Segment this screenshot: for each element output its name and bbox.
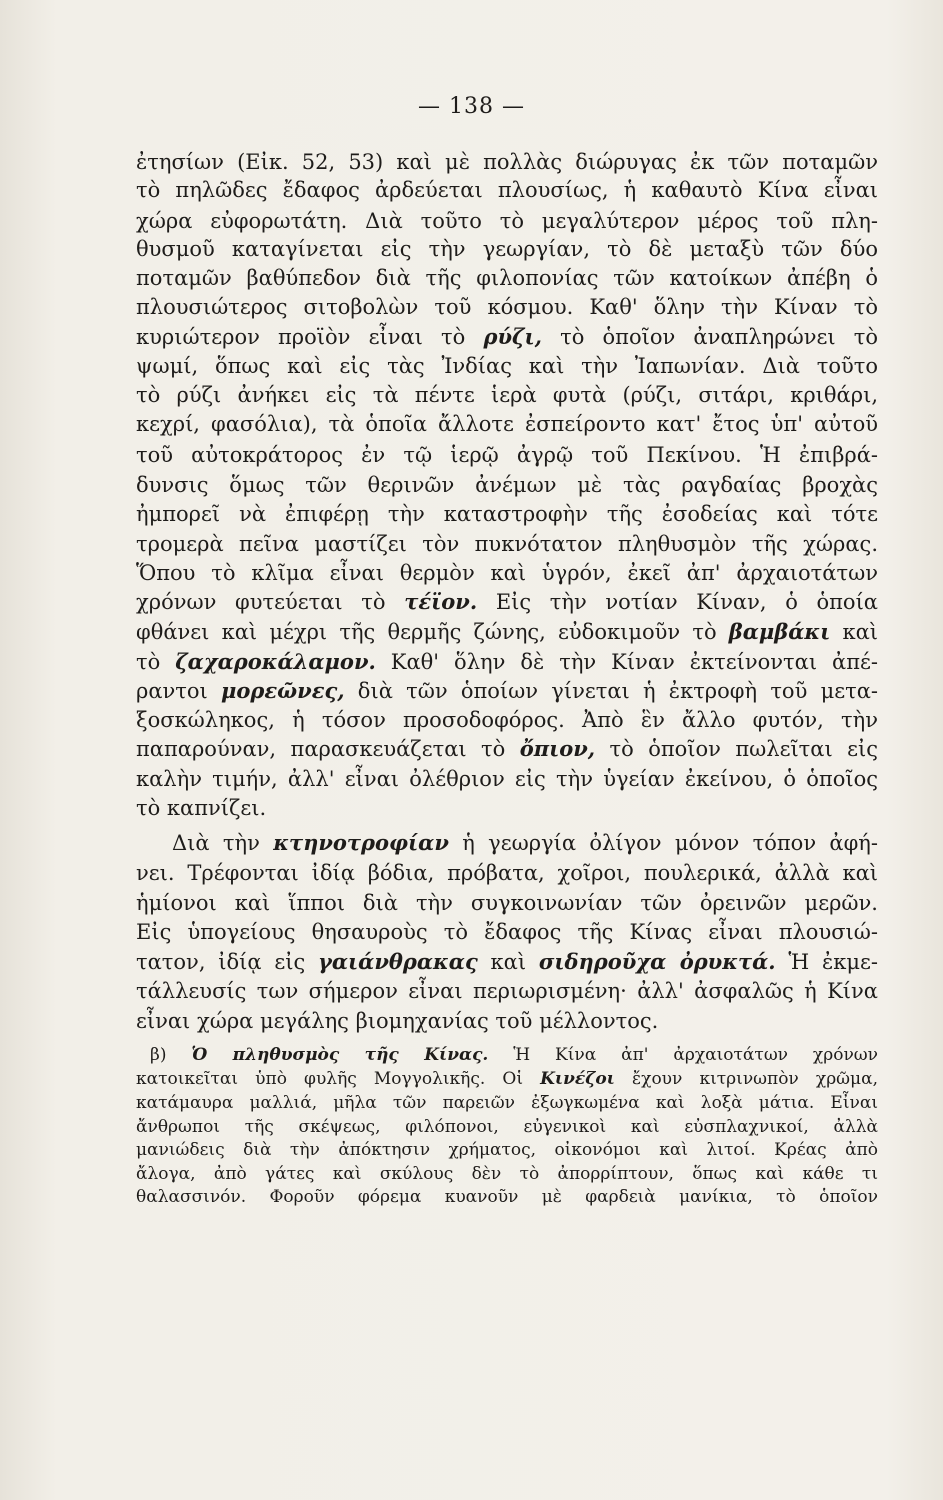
- body-line: ψωμί, ὅπως καὶ εἰς τὰς Ἰνδίας καὶ τὴν Ἰαπωνίαν. Διὰ τοῦτο: [136, 354, 878, 378]
- emphasized-term: ρύζι,: [483, 324, 542, 349]
- body-line: χρόνων φυτεύεται τὸ τέϊον. Εἰς τὴν νοτίαν Κίναν, ὁ ὁποία: [136, 589, 878, 614]
- body-line: τοῦ αὐτοκράτορος ἐν τῷ ἱερῷ ἀγρῷ τοῦ Πεκίνου. Ἡ ἐπιβρά-: [136, 443, 878, 467]
- body-line: θυσμοῦ καταγίνεται εἰς τὴν γεωργίαν, τὸ δὲ μεταξὺ τῶν δύο: [136, 237, 878, 261]
- emphasized-term: γαιάνθρακας: [318, 949, 478, 974]
- body-line: τὸ ρύζι ἀνήκει εἰς τὰ πέντε ἱερὰ φυτὰ (ρύζι, σιτάρι, κριθάρι,: [136, 383, 878, 407]
- body-line: δυνσις ὅμως τῶν θερινῶν ἀνέμων μὲ τὰς ραγδαίας βροχὰς: [136, 473, 878, 497]
- body-line: πλουσιώτερος σιτοβολὼν τοῦ κόσμου. Καθ' ὅλην τὴν Κίναν τὸ: [136, 295, 878, 319]
- body-line: ραντοι μορεῶνες, διὰ τῶν ὁποίων γίνεται ἡ ἐκτροφὴ τοῦ μετα-: [136, 678, 878, 703]
- emphasized-term: μορεῶνες,: [221, 678, 345, 703]
- emphasized-term: βαμβάκι: [728, 619, 831, 644]
- body-line: ἠμπορεῖ νὰ ἐπιφέρῃ τὴν καταστροφὴν τῆς ἐσοδείας καὶ τότε: [136, 502, 878, 526]
- body-line: εἶναι χώρα μεγάλης βιομηχανίας τοῦ μέλλοντος.: [136, 1009, 659, 1033]
- emphasized-term: ζαχαροκάλαμον.: [175, 649, 376, 674]
- body-line: νει. Τρέφονται ἰδίᾳ βόδια, πρόβατα, χοῖροι, πουλερικά, ἀλλὰ καὶ: [136, 861, 878, 885]
- footnote-line: κατοικεῖται ὑπὸ φυλῆς Μογγολικῆς. Οἱ Κινέζοι ἔχουν κιτρινωπὸν χρῶμα,: [136, 1069, 878, 1089]
- body-line: κεχρί, φασόλια), τὰ ὁποῖα ἄλλοτε ἐσπείροντο κατ' ἔτος ὑπ' αὐτοῦ: [136, 412, 878, 436]
- body-line: χώρα εὐφορωτάτη. Διὰ τοῦτο τὸ μεγαλύτερον μέρος τοῦ πλη-: [136, 209, 878, 233]
- emphasized-term: τέϊον.: [404, 589, 478, 614]
- emphasized-term: σιδηροῦχα ὀρυκτά.: [538, 949, 776, 974]
- body-line: ποταμῶν βαθύπεδον διὰ τῆς φιλοπονίας τῶν κατοίκων ἀπέβη ὁ: [136, 266, 878, 290]
- page-number: — 138 —: [418, 94, 525, 119]
- body-line: Εἰς ὑπογείους θησαυροὺς τὸ ἔδαφος τῆς Κίνας εἶναι πλουσιώ-: [136, 920, 878, 944]
- body-line: Διὰ τὴν κτηνοτροφίαν ἡ γεωργία ὀλίγον μόνον τόπον ἀφή-: [172, 830, 878, 855]
- body-line: φθάνει καὶ μέχρι τῆς θερμῆς ζώνης, εὐδοκιμοῦν τὸ βαμβάκι καὶ: [136, 619, 878, 644]
- body-line: κυριώτερον προϊὸν εἶναι τὸ ρύζι, τὸ ὁποῖον ἀναπληρώνει τὸ: [136, 324, 878, 349]
- body-line: τὸ καπνίζει.: [136, 796, 267, 820]
- body-line: ἡμίονοι καὶ ἵπποι διὰ τὴν συγκοινωνίαν τῶν ὀρεινῶν μερῶν.: [136, 891, 878, 915]
- body-line: τὸ ζαχαροκάλαμον. Καθ' ὅλην δὲ τὴν Κίναν ἐκτείνονται ἀπέ-: [136, 649, 878, 674]
- body-line: ἐτησίων (Εἰκ. 52, 53) καὶ μὲ πολλὰς διώρυγας ἐκ τῶν ποταμῶν: [136, 150, 878, 174]
- body-line: καλὴν τιμήν, ἀλλ' εἶναι ὀλέθριον εἰς τὴν ὑγείαν ἐκείνου, ὁ ὁποῖος: [136, 767, 878, 791]
- body-line: Ὅπου τὸ κλῖμα εἶναι θερμὸν καὶ ὑγρόν, ἐκεῖ ἀπ' ἀρχαιοτάτων: [136, 561, 878, 585]
- footnote-line: ἄλογα, ἀπὸ γάτες καὶ σκύλους δὲν τὸ ἀπορρίπτουν, ὅπως καὶ κάθε τι: [136, 1164, 878, 1184]
- body-line: τρομερὰ πεῖνα μαστίζει τὸν πυκνότατον πληθυσμὸν τῆς χώρας.: [136, 532, 878, 556]
- body-line: τατον, ἰδίᾳ εἰς γαιάνθρακας καὶ σιδηροῦχα ὀρυκτά. Ἡ ἐκμε-: [136, 949, 878, 974]
- emphasized-term: ὄπιον,: [519, 736, 596, 761]
- footnote-line: θαλασσινόν. Φοροῦν φόρεμα κυανοῦν μὲ φαρδειὰ μανίκια, τὸ ὁποῖον: [136, 1187, 878, 1207]
- footnote-line: ἄνθρωποι τῆς σκέψεως, φιλόπονοι, εὐγενικοὶ καὶ εὐσπλαχνικοί, ἀλλὰ: [136, 1117, 878, 1137]
- emphasized-term: Κινέζοι: [540, 1069, 615, 1089]
- body-line: τὸ πηλῶδες ἔδαφος ἀρδεύεται πλουσίως, ἡ καθαυτὸ Κίνα εἶναι: [136, 178, 878, 202]
- body-line: παπαρούναν, παρασκευάζεται τὸ ὄπιον, τὸ ὁποῖον πωλεῖται εἰς: [136, 736, 878, 761]
- footnote-line: κατάμαυρα μαλλιά, μῆλα τῶν παρειῶν ἐξωγκωμένα καὶ λοξὰ μάτια. Εἶναι: [136, 1093, 878, 1113]
- emphasized-term: Ὁ πληθυσμὸς τῆς Κίνας.: [191, 1045, 489, 1065]
- footnote-line: μανιώδεις διὰ τὴν ἀπόκτησιν χρήματος, οἰκονόμοι καὶ λιτοί. Κρέας ἀπὸ: [136, 1140, 878, 1160]
- emphasized-term: κτηνοτροφίαν: [273, 830, 449, 855]
- footnote-line: β) Ὁ πληθυσμὸς τῆς Κίνας. Ἡ Κίνα ἀπ' ἀρχαιοτάτων χρόνων: [150, 1045, 878, 1065]
- body-line: τάλλευσίς των σήμερον εἶναι περιωρισμένη· ἀλλ' ἀσφαλῶς ἡ Κίνα: [136, 979, 878, 1003]
- body-line: ξοσκώληκος, ἡ τόσον προσοδοφόρος. Ἀπὸ ἓν ἄλλο φυτόν, τὴν: [136, 708, 878, 732]
